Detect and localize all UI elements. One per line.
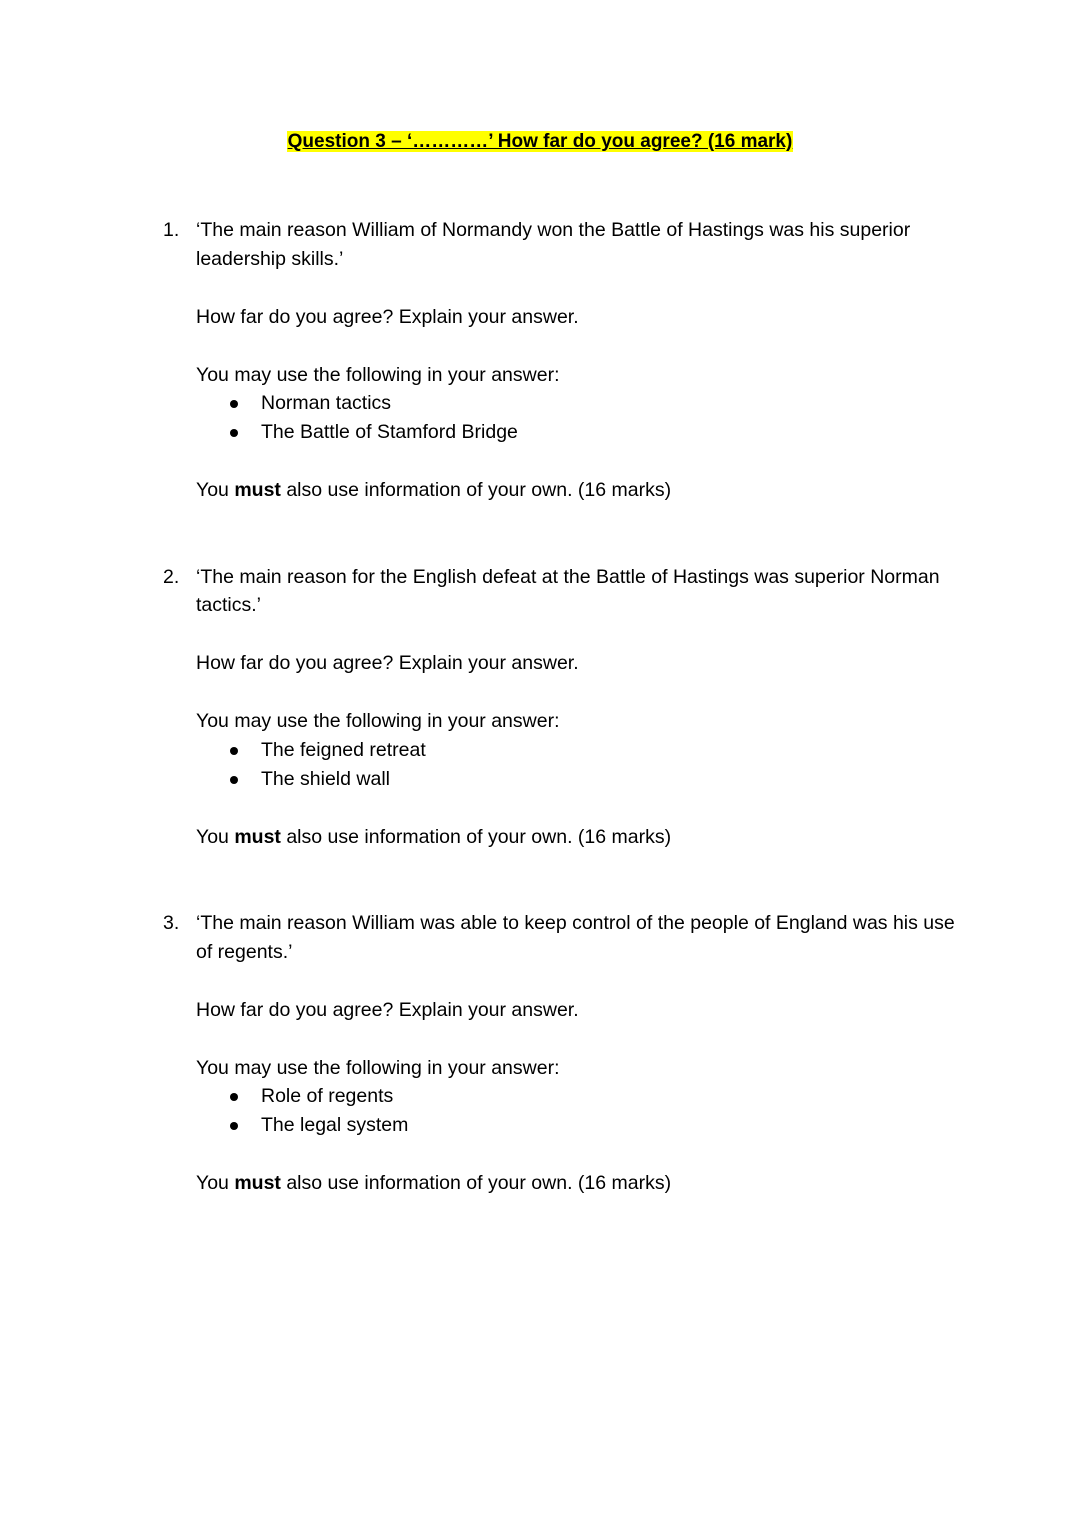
hint-item: The feigned retreat <box>196 736 963 765</box>
question-prompt: How far do you agree? Explain your answer. <box>196 305 579 328</box>
must-instruction <box>196 476 963 505</box>
hint-item: The Battle of Stamford Bridge <box>196 418 963 447</box>
question-statement: ‘The main reason William was able to keep control of the people of England was his use of regents.’ <box>196 912 955 963</box>
may-use-label: You may use the following in your answer: <box>196 710 560 732</box>
must-bold: must <box>234 479 281 502</box>
question-number: 2. <box>163 565 180 588</box>
must-pre: You <box>196 1172 235 1195</box>
question-prompt: How far do you agree? Explain your answer. <box>196 998 579 1021</box>
question-statement: ‘The main reason for the English defeat at the Battle of Hastings was superior Norman tactics.’ <box>196 565 940 617</box>
hint-list <box>196 736 963 794</box>
hint-list <box>196 1082 963 1140</box>
must-pre: You <box>196 825 235 848</box>
must-post: also use information of your own. (16 marks) <box>280 825 672 848</box>
document-title <box>0 131 1080 153</box>
must-bold: must <box>234 1172 281 1195</box>
question-prompt: How far do you agree? Explain your answer. <box>196 652 579 675</box>
question-number: 1. <box>163 219 180 241</box>
question-2 <box>163 563 963 910</box>
hint-item: The legal system <box>196 1111 963 1140</box>
question-list <box>163 216 963 1256</box>
question-3 <box>163 909 963 1256</box>
must-instruction <box>196 1169 963 1198</box>
may-use-label: You may use the following in your answer: <box>196 363 560 386</box>
must-post: also use information of your own. (16 marks) <box>280 479 672 502</box>
must-pre: You <box>196 479 235 502</box>
question-1 <box>163 216 963 563</box>
hint-list <box>196 389 963 447</box>
question-number: 3. <box>163 912 180 934</box>
may-use-label: You may use the following in your answer: <box>196 1056 560 1079</box>
title-text: Question 3 – ‘…………’ How far do you agree? (16 mark) <box>287 131 793 152</box>
hint-item: Norman tactics <box>196 389 963 418</box>
must-bold: must <box>234 825 281 848</box>
question-statement: ‘The main reason William of Normandy won the Battle of Hastings was his superior leadership skills.’ <box>196 219 911 270</box>
must-instruction <box>196 823 963 852</box>
must-post: also use information of your own. (16 marks) <box>280 1172 672 1195</box>
hint-item: The shield wall <box>196 765 963 794</box>
hint-item: Role of regents <box>196 1082 963 1111</box>
